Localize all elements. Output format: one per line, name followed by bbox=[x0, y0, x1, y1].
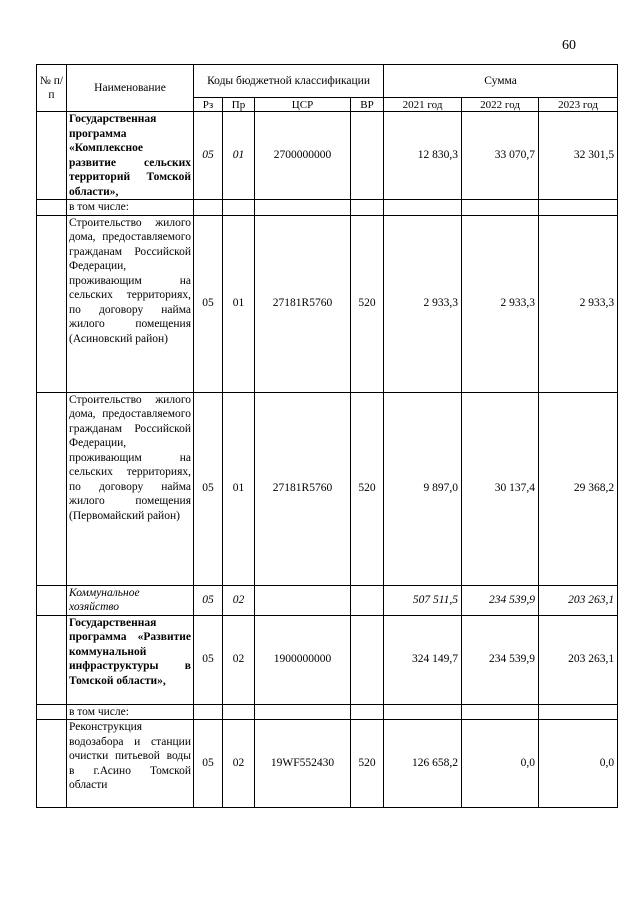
table-row bbox=[37, 392, 618, 585]
row-csr: 2700000000 bbox=[255, 112, 351, 200]
row-name: Государственная программа «Развитие коммунальной инфраструктуры в Томской области», bbox=[67, 615, 194, 704]
row-2021: 126 658,2 bbox=[384, 720, 462, 808]
row-pr: 01 bbox=[223, 112, 255, 200]
row-pr: 02 bbox=[223, 720, 255, 808]
row-num bbox=[37, 615, 67, 704]
row-2021: 12 830,3 bbox=[384, 112, 462, 200]
row-vr: 520 bbox=[351, 215, 384, 392]
row-vr: 520 bbox=[351, 392, 384, 585]
page-number: 60 bbox=[562, 38, 576, 53]
row-name: Строительство жилого дома, предоставляемого гражданам Российской Федерации, проживающим на сельских территориях, по договору найма жилого помещения (Асиновский район) bbox=[67, 215, 194, 392]
row-2021: 2 933,3 bbox=[384, 215, 462, 392]
row-num bbox=[37, 215, 67, 392]
row-2021 bbox=[384, 704, 462, 720]
header-csr: ЦСР bbox=[255, 98, 351, 112]
row-name: Реконструкция водозабора и станции очистки питьевой воды в г.Асино Томской области bbox=[67, 720, 194, 808]
row-pr: 01 bbox=[223, 392, 255, 585]
budget-table bbox=[36, 64, 618, 808]
row-2022: 0,0 bbox=[462, 720, 539, 808]
row-rz: 05 bbox=[194, 112, 223, 200]
row-csr: 1900000000 bbox=[255, 615, 351, 704]
row-vr bbox=[351, 112, 384, 200]
row-csr bbox=[255, 704, 351, 720]
row-2023: 2 933,3 bbox=[539, 215, 618, 392]
table-row bbox=[37, 720, 618, 808]
table-row bbox=[37, 200, 618, 216]
row-name: в том числе: bbox=[67, 704, 194, 720]
row-name: Коммунальное хозяйство bbox=[67, 585, 194, 615]
row-2022: 30 137,4 bbox=[462, 392, 539, 585]
row-pr bbox=[223, 704, 255, 720]
row-vr bbox=[351, 585, 384, 615]
row-2023: 203 263,1 bbox=[539, 615, 618, 704]
row-pr: 01 bbox=[223, 215, 255, 392]
row-2023: 203 263,1 bbox=[539, 585, 618, 615]
header-2023: 2023 год bbox=[539, 98, 618, 112]
row-2022: 234 539,9 bbox=[462, 615, 539, 704]
row-2023: 32 301,5 bbox=[539, 112, 618, 200]
row-vr: 520 bbox=[351, 720, 384, 808]
header-2021: 2021 год bbox=[384, 98, 462, 112]
header-name: Наименование bbox=[67, 65, 194, 112]
row-num bbox=[37, 704, 67, 720]
row-rz: 05 bbox=[194, 215, 223, 392]
row-rz bbox=[194, 200, 223, 216]
row-rz: 05 bbox=[194, 615, 223, 704]
table-row bbox=[37, 585, 618, 615]
header-row-1 bbox=[37, 65, 618, 98]
row-num bbox=[37, 585, 67, 615]
row-num bbox=[37, 392, 67, 585]
header-2022: 2022 год bbox=[462, 98, 539, 112]
row-vr bbox=[351, 704, 384, 720]
row-2023 bbox=[539, 200, 618, 216]
row-vr bbox=[351, 615, 384, 704]
row-name: в том числе: bbox=[67, 200, 194, 216]
row-num bbox=[37, 200, 67, 216]
row-pr bbox=[223, 200, 255, 216]
row-2022 bbox=[462, 704, 539, 720]
row-csr: 27181R5760 bbox=[255, 215, 351, 392]
row-csr bbox=[255, 200, 351, 216]
table-row bbox=[37, 615, 618, 704]
header-vr: ВР bbox=[351, 98, 384, 112]
row-name: Строительство жилого дома, предоставляемого гражданам Российской Федерации, проживающим на сельских территориях, по договору найма жилого помещения (Первомайский район) bbox=[67, 392, 194, 585]
row-csr: 27181R5760 bbox=[255, 392, 351, 585]
table-row bbox=[37, 704, 618, 720]
row-2022: 33 070,7 bbox=[462, 112, 539, 200]
row-num bbox=[37, 720, 67, 808]
row-rz: 05 bbox=[194, 585, 223, 615]
row-2021: 507 511,5 bbox=[384, 585, 462, 615]
row-rz: 05 bbox=[194, 720, 223, 808]
row-pr: 02 bbox=[223, 615, 255, 704]
table-row bbox=[37, 112, 618, 200]
row-rz: 05 bbox=[194, 392, 223, 585]
header-codes: Коды бюджетной классификации bbox=[194, 65, 384, 98]
row-2023: 29 368,2 bbox=[539, 392, 618, 585]
row-rz bbox=[194, 704, 223, 720]
row-2023: 0,0 bbox=[539, 720, 618, 808]
row-2021: 9 897,0 bbox=[384, 392, 462, 585]
header-sum: Сумма bbox=[384, 65, 618, 98]
row-2022 bbox=[462, 200, 539, 216]
row-2023 bbox=[539, 704, 618, 720]
table-row bbox=[37, 215, 618, 392]
row-2021: 324 149,7 bbox=[384, 615, 462, 704]
header-num: № п/п bbox=[37, 65, 67, 112]
row-name: Государственная программа «Комплексное развитие сельских территорий Томской области», bbox=[67, 112, 194, 200]
header-pr: Пр bbox=[223, 98, 255, 112]
row-pr: 02 bbox=[223, 585, 255, 615]
row-2022: 2 933,3 bbox=[462, 215, 539, 392]
row-2021 bbox=[384, 200, 462, 216]
row-vr bbox=[351, 200, 384, 216]
row-csr bbox=[255, 585, 351, 615]
row-2022: 234 539,9 bbox=[462, 585, 539, 615]
header-rz: Рз bbox=[194, 98, 223, 112]
row-num bbox=[37, 112, 67, 200]
row-csr: 19WF552430 bbox=[255, 720, 351, 808]
